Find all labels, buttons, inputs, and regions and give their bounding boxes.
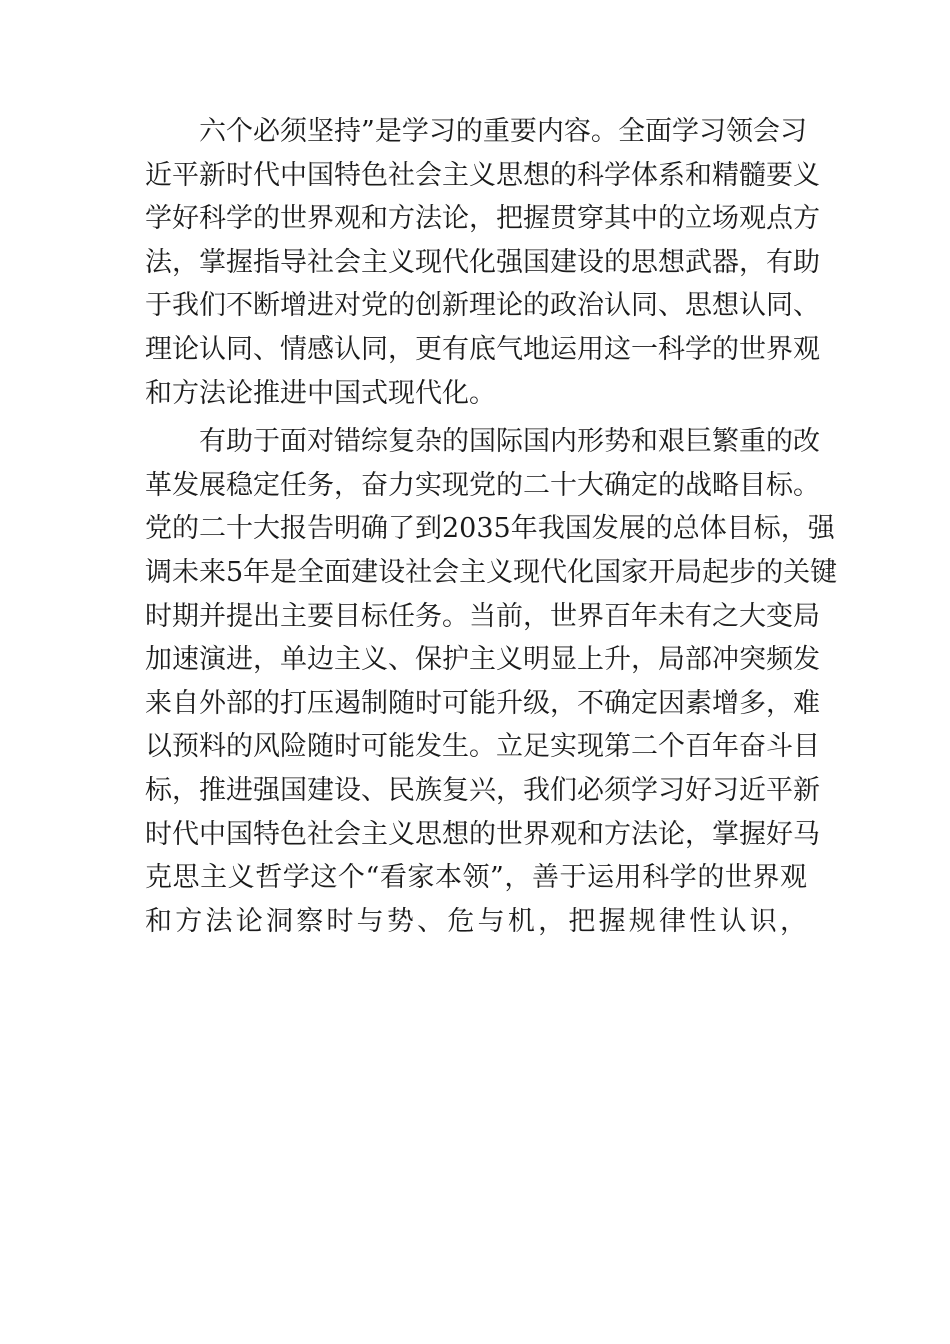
text-line: 以预料的风险随时可能发生。立足实现第二个百年奋斗目 xyxy=(145,731,820,763)
text-line: 加速演进，单边主义、保护主义明显上升，局部冲突频发 xyxy=(145,644,820,676)
text-line: 有助于面对错综复杂的国际国内形势和艰巨繁重的改 xyxy=(199,426,820,458)
text-line: 时期并提出主要目标任务。当前，世界百年未有之大变局 xyxy=(145,600,820,632)
text-line: 和方法论洞察时与势、危与机，把握规律性认识， xyxy=(145,905,807,937)
document-body xyxy=(145,110,838,992)
text-line: 标，推进强国建设、民族复兴，我们必须学习好习近平新 xyxy=(145,774,820,806)
paragraph-2 xyxy=(145,420,838,987)
text-line: 克思主义哲学这个“看家本领”，善于运用科学的世界观 xyxy=(145,862,807,894)
text-line: 理论认同、情感认同，更有底气地运用这一科学的世界观 xyxy=(145,333,820,365)
paragraph-1 xyxy=(145,110,820,415)
text-line: 革发展稳定任务，奋力实现党的二十大确定的战略目标。 xyxy=(145,469,820,501)
text-line: 于我们不断增进对党的创新理论的政治认同、思想认同、 xyxy=(145,290,820,322)
text-line: 和方法论推进中国式现代化。 xyxy=(145,377,496,409)
text-line: 学好科学的世界观和方法论，把握贯穿其中的立场观点方 xyxy=(145,203,820,235)
text-line: 党的二十大报告明确了到2035年我国发展的总体目标，强 xyxy=(145,513,835,545)
text-line: 近平新时代中国特色社会主义思想的科学体系和精髓要义 xyxy=(145,159,820,191)
text-line: 时代中国特色社会主义思想的世界观和方法论，掌握好马 xyxy=(145,818,820,850)
text-line: 法，掌握指导社会主义现代化强国建设的思想武器，有助 xyxy=(145,246,820,278)
text-line xyxy=(145,943,807,987)
text-line: 来自外部的打压遏制随时可能升级，不确定因素增多，难 xyxy=(145,687,820,719)
text-line: 调未来5年是全面建设社会主义现代化国家开局起步的关键 xyxy=(145,556,838,588)
text-line: 六个必须坚持”是学习的重要内容。全面学习领会习 xyxy=(199,116,807,147)
